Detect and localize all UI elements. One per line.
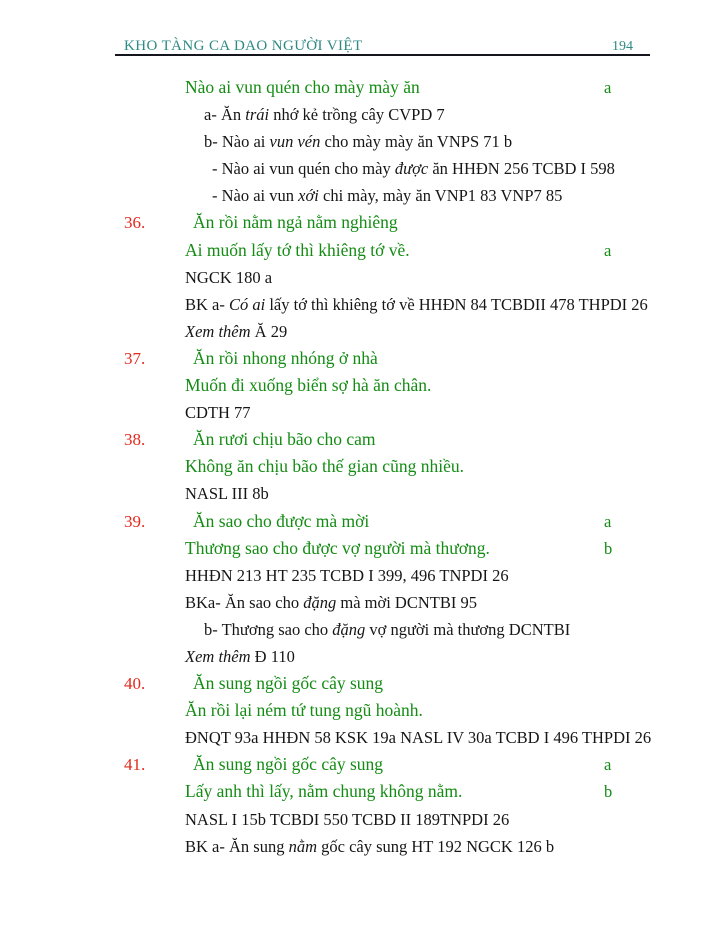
verse-line: [124, 237, 684, 264]
line-text: Ăn sung ngồi gốc cây sung: [193, 754, 384, 775]
line-text: - Nào ai vun quén cho mày được ăn HHĐN 256 TCBD I 598: [212, 159, 615, 179]
line-text: Ăn sung ngồi gốc cây sung: [193, 673, 384, 694]
version-marker: b: [604, 782, 613, 802]
reference-line: [124, 480, 684, 507]
line-text: b- Nào ai vun vén cho mày mày ăn VNPS 71 b: [204, 132, 513, 152]
version-marker: a: [604, 240, 612, 260]
version-marker: a: [604, 511, 612, 531]
line-text: Nào ai vun quén cho mày mày ăn: [185, 77, 420, 97]
line-text: Ăn rươi chịu bão cho cam: [193, 429, 376, 450]
entry-number: 36.: [124, 213, 146, 233]
line-text: a- Ăn trái nhớ kẻ trồng cây CVPD 7: [204, 105, 445, 125]
line-text: Ai muốn lấy tớ thì khiêng tớ về.: [185, 239, 410, 260]
reference-line: [124, 833, 684, 860]
verse-line: [124, 372, 684, 399]
line-text: BK a- Có ai lấy tớ thì khiêng tớ về HHĐN 84 TCBDII 478 THPDI 26: [185, 294, 648, 314]
verse-line: [124, 697, 684, 724]
line-text: ĐNQT 93a HHĐN 58 KSK 19a NASL IV 30a TCBD I 496 THPDI 26: [185, 728, 652, 748]
verse-line: [124, 535, 684, 562]
verse-line: [124, 426, 684, 453]
line-text: Xem thêm Đ 110: [185, 646, 295, 666]
line-text: Lấy anh thì lấy, nằm chung không nằm.: [185, 781, 463, 802]
version-marker: a: [604, 755, 612, 775]
line-text: BKa- Ăn sao cho đặng mà mời DCNTBI 95: [185, 592, 477, 612]
reference-line: [124, 318, 684, 345]
header-rule: [115, 54, 650, 56]
entry-number: 38.: [124, 430, 146, 450]
lines: [124, 74, 684, 860]
entry-number: 37.: [124, 348, 146, 368]
line-text: Xem thêm Ă 29: [185, 321, 288, 341]
line-text: CDTH 77: [185, 403, 251, 423]
line-text: Ăn sao cho được mà mời: [193, 510, 370, 531]
line-text: b- Thương sao cho đặng vợ người mà thương DCNTBI: [204, 619, 571, 639]
version-marker: a: [604, 78, 612, 97]
verse-line: [124, 74, 684, 101]
verse-line: [124, 345, 684, 372]
verse-line: [124, 670, 684, 697]
book-title: KHO TÀNG CA DAO NGƯỜI VIỆT: [124, 38, 363, 54]
verse-line: [124, 508, 684, 535]
reference-line: [124, 264, 684, 291]
line-text: Ăn rồi nhong nhóng ở nhà: [193, 347, 378, 368]
reference-line: [124, 806, 684, 833]
line-text: Ăn rồi nằm ngả nằm nghiêng: [193, 212, 398, 233]
version-marker: b: [604, 538, 613, 558]
entry-number: 40.: [124, 674, 146, 694]
line-text: NASL I 15b TCBDI 550 TCBD II 189TNPDI 26: [185, 809, 510, 829]
reference-line: [124, 101, 684, 128]
reference-line: [124, 182, 684, 209]
reference-line: [124, 399, 684, 426]
entry-number: 41.: [124, 755, 146, 775]
entry-number: 39.: [124, 511, 146, 531]
line-text: Muốn đi xuống biển sợ hà ăn chân.: [185, 375, 432, 396]
line-text: - Nào ai vun xới chi mày, mày ăn VNP1 83 VNP7 85: [212, 186, 563, 206]
line-text: Ăn rồi lại ném tứ tung ngũ hoành.: [185, 700, 423, 721]
line-text: BK a- Ăn sung nằm gốc cây sung HT 192 NGCK 126 b: [185, 836, 555, 856]
page-number: 194: [612, 39, 633, 54]
verse-line: [124, 209, 684, 236]
line-text: Không ăn chịu bão thế gian cũng nhiều.: [185, 456, 464, 477]
reference-line: [124, 155, 684, 182]
reference-line: [124, 724, 684, 751]
reference-line: [124, 291, 684, 318]
reference-line: [124, 589, 684, 616]
reference-line: [124, 562, 684, 589]
verse-line: [124, 778, 684, 805]
reference-line: [124, 643, 684, 670]
line-text: NGCK 180 a: [185, 267, 273, 287]
verse-line: [124, 453, 684, 480]
line-text: NASL III 8b: [185, 484, 269, 504]
line-text: HHĐN 213 HT 235 TCBD I 399, 496 TNPDI 26: [185, 565, 509, 585]
reference-line: [124, 128, 684, 155]
line-text: Thương sao cho được vợ người mà thương.: [185, 537, 490, 558]
verse-line: [124, 751, 684, 778]
reference-line: [124, 616, 684, 643]
